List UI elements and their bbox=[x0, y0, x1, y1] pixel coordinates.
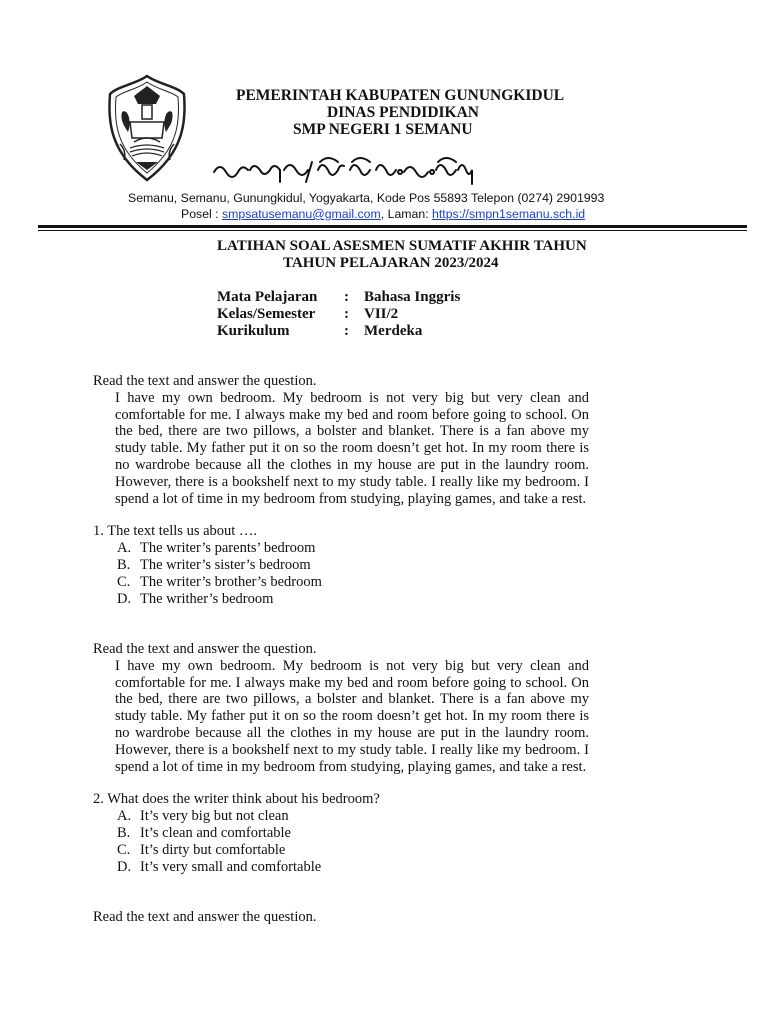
meta-value: VII/2 bbox=[364, 306, 399, 322]
option-letter: A. bbox=[117, 808, 132, 825]
contact-line bbox=[181, 207, 585, 221]
letterhead-school: SMP NEGERI 1 SEMANU bbox=[293, 121, 473, 138]
question-block-3 bbox=[93, 909, 589, 926]
email-label: Posel : bbox=[181, 207, 223, 221]
meta-separator: : bbox=[344, 306, 349, 322]
option-b[interactable] bbox=[93, 557, 589, 574]
option-text: The writer’s sister’s bedroom bbox=[140, 556, 311, 573]
option-letter: B. bbox=[117, 556, 131, 573]
regency-crest-emblem bbox=[106, 72, 188, 184]
question-text: 1. The text tells us about …. bbox=[93, 523, 258, 540]
reading-passage: I have my own bedroom. My bedroom is not very big but very clean and comfortable for me. I always make my bed and room before going to school. On the bed, there are two pillows, a bolster and blanket. There is a fan above my study table. My father put it on so the room doesn’t get hot. In my room there is no wardrobe because all the clothes in my house are put in the laundry room. However, there is a bookshelf next to my study table. I really like my bedroom. I spend a lot of time in my bedroom from studying, playing games, and take a rest. bbox=[115, 657, 589, 775]
option-text: The writer’s brother’s bedroom bbox=[140, 573, 322, 590]
instruction: Read the text and answer the question. bbox=[93, 909, 317, 925]
option-letter: D. bbox=[117, 590, 132, 607]
website-link[interactable]: https://smpn1semanu.sch.id bbox=[432, 207, 586, 221]
option-letter: C. bbox=[117, 573, 131, 590]
meta-value: Bahasa Inggris bbox=[364, 289, 461, 305]
instruction: Read the text and answer the question. bbox=[93, 373, 317, 389]
letterhead-divider-thin bbox=[38, 230, 747, 231]
option-text: It’s very big but not clean bbox=[140, 808, 289, 825]
option-text: It’s very small and comfortable bbox=[140, 858, 322, 875]
question-text: 2. What does the writer think about his bedroom? bbox=[93, 791, 380, 808]
option-letter: B. bbox=[117, 824, 131, 841]
letterhead-government: PEMERINTAH KABUPATEN GUNUNGKIDUL bbox=[236, 87, 565, 104]
option-c[interactable] bbox=[93, 842, 589, 859]
option-text: The writer’s parents’ bedroom bbox=[140, 540, 316, 557]
javanese-script-school-name bbox=[210, 150, 475, 190]
exam-year: TAHUN PELAJARAN 2023/2024 bbox=[283, 255, 499, 271]
meta-value: Merdeka bbox=[364, 323, 423, 339]
question-block-2 bbox=[93, 641, 589, 875]
option-a[interactable] bbox=[93, 808, 589, 825]
option-a[interactable] bbox=[93, 540, 589, 557]
option-letter: D. bbox=[117, 858, 132, 875]
option-d[interactable] bbox=[93, 859, 589, 876]
letterhead-divider-thick bbox=[38, 225, 747, 228]
option-d[interactable] bbox=[93, 591, 589, 608]
answer-options bbox=[93, 540, 589, 607]
option-letter: C. bbox=[117, 841, 131, 858]
exam-title: LATIHAN SOAL ASESMEN SUMATIF AKHIR TAHUN bbox=[217, 238, 587, 254]
option-text: The writher’s bedroom bbox=[140, 590, 274, 607]
meta-separator: : bbox=[344, 289, 349, 305]
option-c[interactable] bbox=[93, 574, 589, 591]
meta-separator: : bbox=[344, 323, 349, 339]
option-text: It’s clean and comfortable bbox=[140, 824, 291, 841]
option-letter: A. bbox=[117, 540, 132, 557]
meta-key: Kelas/Semester bbox=[217, 306, 316, 322]
answer-options bbox=[93, 808, 589, 875]
email-link[interactable]: smpsatusemanu@gmail.com bbox=[222, 207, 381, 221]
reading-passage: I have my own bedroom. My bedroom is not very big but very clean and comfortable for me. I always make my bed and room before going to school. On the bed, there are two pillows, a bolster and blanket. There is a fan above my study table. My father put it on so the room doesn’t get hot. In my room there is no wardrobe because all the clothes in my house are put in the laundry room. However, there is a bookshelf next to my study table. I really like my bedroom. I spend a lot of time in my bedroom from studying, playing games, and take a rest. bbox=[115, 389, 589, 507]
school-address: Semanu, Semanu, Gunungkidul, Yogyakarta, Kode Pos 55893 Telepon (0274) 2901993 bbox=[128, 191, 605, 205]
question-block-1 bbox=[93, 373, 589, 607]
instruction: Read the text and answer the question. bbox=[93, 641, 317, 657]
letterhead-department: DINAS PENDIDIKAN bbox=[327, 104, 480, 121]
meta-key: Kurikulum bbox=[217, 323, 290, 339]
meta-key: Mata Pelajaran bbox=[217, 289, 318, 305]
web-label: , Laman: bbox=[380, 207, 433, 221]
option-b[interactable] bbox=[93, 825, 589, 842]
option-text: It’s dirty but comfortable bbox=[140, 841, 286, 858]
